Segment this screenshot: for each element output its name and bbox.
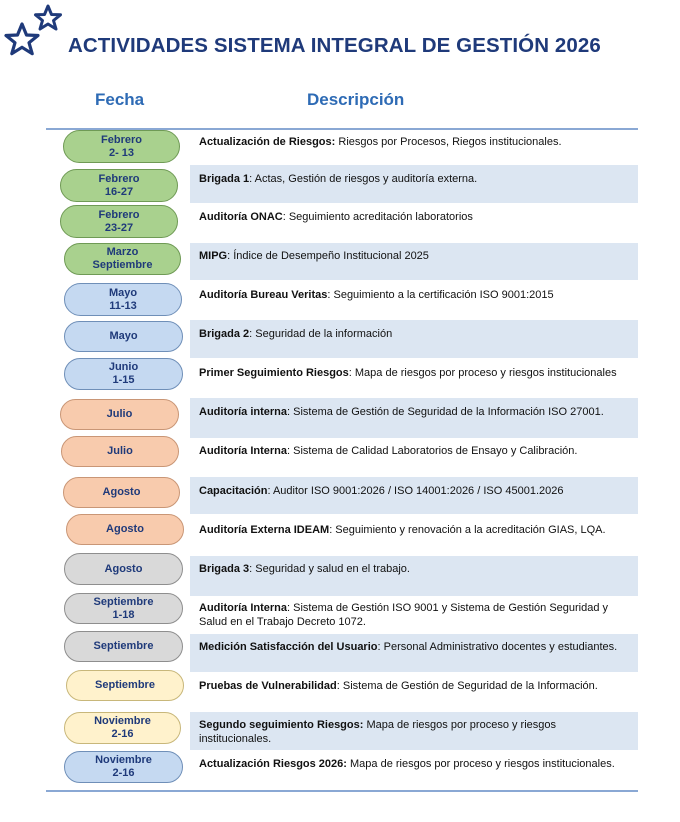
- activity-description: Actualización de Riesgos: Riesgos por Procesos, Riegos institucionales.: [199, 136, 562, 148]
- activity-description: Brigada 3: Seguridad y salud en el trabajo.: [199, 563, 410, 575]
- column-header-descripcion: Descripción: [307, 90, 405, 109]
- activity-description: Auditoría Bureau Veritas: Seguimiento a la certificación ISO 9001:2015: [199, 289, 554, 301]
- date-pill: Julio: [60, 399, 179, 430]
- activity-description: Medición Satisfacción del Usuario: Personal Administrativo docentes y estudiantes.: [199, 641, 618, 653]
- activity-description: Brigada 2: Seguridad de la información: [199, 328, 393, 340]
- date-pill: Agosto: [66, 514, 184, 545]
- activity-description: Auditoría Externa IDEAM: Seguimiento y renovación a la acreditación GIAS, LQA.: [199, 524, 606, 536]
- activity-description: Actualización Riesgos 2026: Mapa de riesgos por proceso y riesgos institucionales.: [199, 758, 615, 770]
- activity-description: Pruebas de Vulnerabilidad: Sistema de Gestión de Seguridad de la Información.: [199, 680, 598, 692]
- date-pill: Noviembre 2-16: [64, 751, 183, 783]
- column-header-fecha: Fecha: [95, 90, 145, 109]
- date-pill: Agosto: [63, 477, 180, 508]
- activity-description: Segundo seguimiento Riesgos: Mapa de riesgos por proceso y riesgos institucionales.: [199, 719, 557, 745]
- activity-description: Auditoría interna: Sistema de Gestión de Seguridad de la Información ISO 27001.: [199, 406, 604, 418]
- activity-description: Capacitación: Auditor ISO 9001:2026 / ISO 14001:2026 / ISO 45001.2026: [199, 485, 564, 497]
- page-title: ACTIVIDADES SISTEMA INTEGRAL DE GESTIÓN 2026: [68, 34, 601, 57]
- date-pill: Junio 1-15: [64, 358, 183, 390]
- activity-description: Auditoría Interna: Sistema de Calidad Laboratorios de Ensayo y Calibración.: [199, 445, 578, 457]
- date-pill: Agosto: [64, 553, 183, 585]
- stars-logo-icon: [0, 0, 70, 70]
- bottom-rule: [46, 790, 638, 792]
- date-pill: Marzo Septiembre: [64, 243, 181, 275]
- activity-description: Primer Seguimiento Riesgos: Mapa de riesgos por proceso y riesgos institucionales: [199, 367, 617, 379]
- date-pill: Mayo 11-13: [64, 283, 182, 316]
- date-pill: Septiembre: [66, 670, 184, 701]
- date-pill: Septiembre 1-18: [64, 593, 183, 624]
- activity-description: Brigada 1: Actas, Gestión de riesgos y auditoría externa.: [199, 173, 478, 185]
- date-pill: Febrero 16-27: [60, 169, 178, 202]
- date-pill: Febrero 2- 13: [63, 130, 180, 163]
- date-pill: Febrero 23-27: [60, 205, 178, 238]
- date-pill: Septiembre: [64, 631, 183, 662]
- date-pill: Noviembre 2-16: [64, 712, 181, 744]
- activity-description: MIPG: Índice de Desempeño Institucional 2025: [199, 250, 429, 262]
- activity-description: Auditoría ONAC: Seguimiento acreditación laboratorios: [199, 211, 473, 223]
- activity-description: Auditoría Interna: Sistema de Gestión ISO 9001 y Sistema de Gestión Seguridad y Salud en el Trabajo Decreto 1072.: [199, 602, 609, 628]
- date-pill: Julio: [61, 436, 179, 467]
- date-pill: Mayo: [64, 321, 183, 352]
